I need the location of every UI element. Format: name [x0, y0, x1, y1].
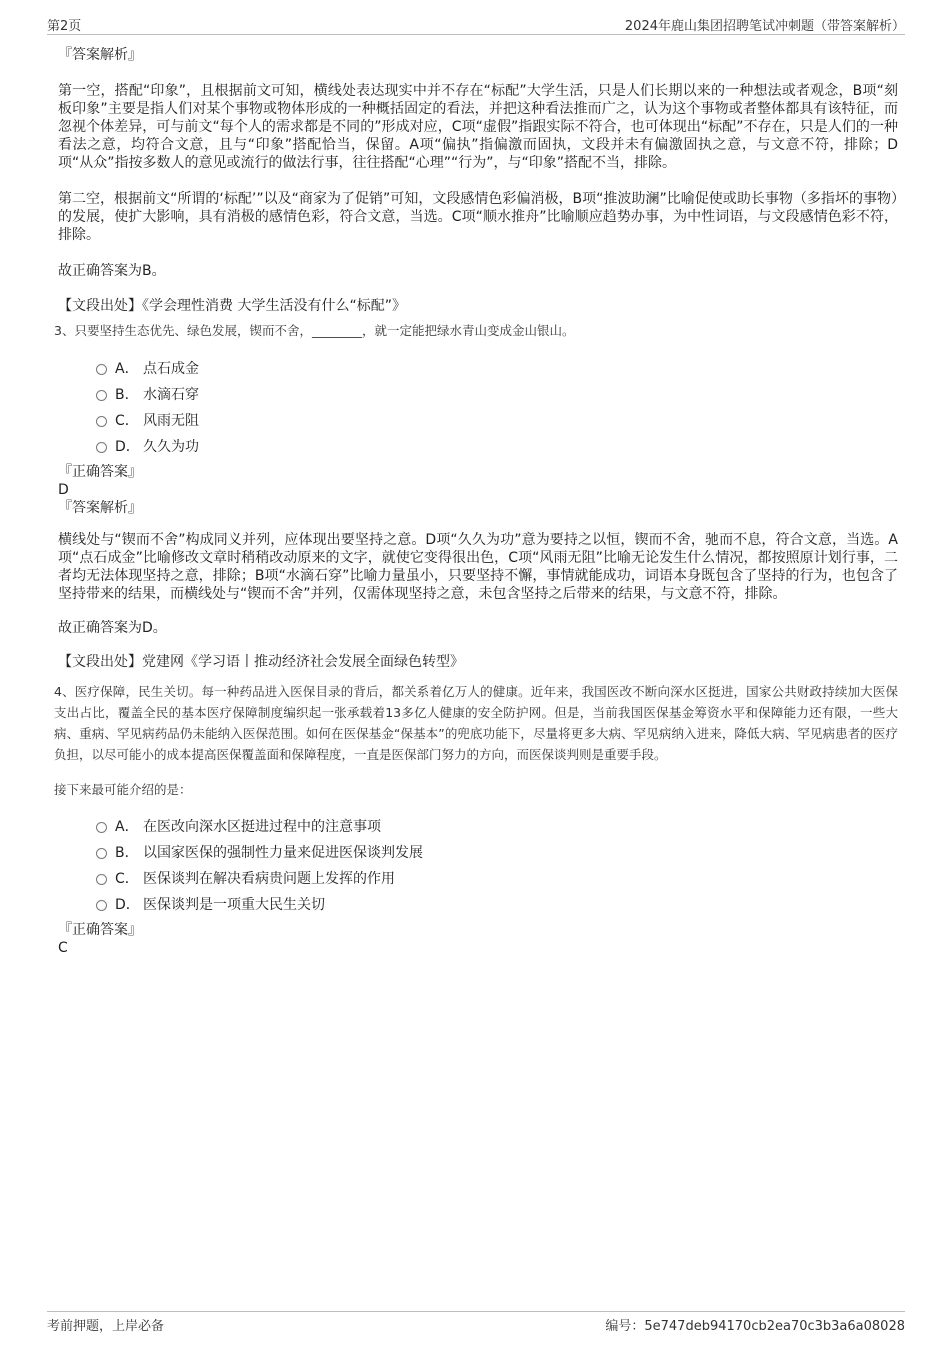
q3-analysis-label: 『答案解析』: [58, 500, 142, 516]
q4-option-b[interactable]: B． 以国家医保的强制性力量来促进医保谈判发展: [96, 840, 898, 866]
radio-icon[interactable]: [96, 874, 107, 885]
page-footer: [47, 1311, 905, 1334]
q3-option-b[interactable]: B． 水滴石穿: [96, 382, 898, 408]
document-code-label: 编号：: [605, 1319, 645, 1334]
q3-source: 【文段出处】党建网《学习语丨推动经济社会发展全面绿色转型》: [58, 654, 464, 670]
radio-icon[interactable]: [96, 848, 107, 859]
q3-analysis: 横线处与“锲而不舍”构成同义并列，应体现出要坚持之意。D项“久久为功”意为要持之以恒，锲而不舍，驰而不息，符合文意，当选。A项“点石成金”比喻修改文章时稍稍改动原来的文字，就使它变得很出色，C项“风雨无阻”比喻无论发生什么情况，都按照原计划行事，二者均无法体现坚持之意，排除；B项“水滴石穿”比喻力量虽小，只要坚持不懈，事情就能成功，词语本身既包含了坚持的行为，也包含了坚持带来的结果，而横线处与“锲而不舍”并列，仅需体现坚持之意，未包含坚持之后带来的结果，与文意不符，排除。: [58, 532, 898, 602]
q4-correct-answer: C: [58, 940, 68, 956]
q2-analysis-para-1: 第一空，搭配“印象”，且根据前文可知，横线处表达现实中并不存在“标配”大学生活，只是人们长期以来的一种想法或者观念，B项“刻板印象”主要是指人们对某个事物或物体形成的一种概括固定的看法，并把这种看法推而广之，认为这个事物或者整体都具有该特征，而忽视个体差异，可与前文“每个人的需求都是不同的”形成对应，C项“虚假”指跟实际不符合，也可体现出“标配”不存在，只是人们的一种看法之意，均符合文意，且与“印象”搭配恰当，保留。A项“偏执”指偏激而固执，文段并未有偏激固执之意，与文意不符，排除；D项“从众”指按多数人的意见或流行的做法行事，往往搭配“心理”“行为”，与“印象”搭配不当，排除。: [58, 83, 898, 171]
radio-icon[interactable]: [96, 364, 107, 375]
q4-stem: 4、医疗保障，民生关切。每一种药品进入医保目录的背后，都关系着亿万人的健康。近年来，我国医改不断向深水区挺进，国家公共财政持续加大医保支出占比，覆盖全民的基本医疗保障制度编织起一张承载着13多亿人健康的安全防护网。但是，当前我国医保基金筹资水平和保障能力还有限，一些大病、重病、罕见病药品仍未能纳入医保范围。如何在医保基金“保基本”的兜底功能下，尽量将更多大病、罕见病纳入进来，降低大病、罕见病患者的医疗负担，以尽可能小的成本提高医保覆盖面和保障程度，一直是医保部门努力的方向，而医保谈判则是重要手段。: [54, 684, 898, 762]
q2-analysis-para-2: 第二空，根据前文“所谓的‘标配’”以及“商家为了促销”可知，文段感情色彩偏消极，B项“推波助澜”比喻促使或助长事物（多指坏的事物）的发展，使扩大影响，具有消极的感情色彩，符合文意，当选。C项“顺水推舟”比喻顺应趋势办事，为中性词语，与文段感情色彩不符，排除。: [58, 191, 898, 243]
radio-icon[interactable]: [96, 416, 107, 427]
q3-conclusion: 故正确答案为D。: [58, 620, 167, 636]
q4-prompt: 接下来最可能介绍的是：: [54, 782, 192, 797]
q3-options: [58, 356, 898, 460]
q2-conclusion: 故正确答案为B。: [58, 263, 166, 279]
document-code: [605, 1315, 905, 1334]
radio-icon[interactable]: [96, 900, 107, 911]
q4-option-d[interactable]: D． 医保谈判是一项重大民生关切: [96, 892, 898, 918]
q3-option-a[interactable]: A． 点石成金: [96, 356, 898, 382]
radio-icon[interactable]: [96, 442, 107, 453]
q3-correct-label: 『正确答案』: [58, 464, 142, 480]
q3-option-c[interactable]: C． 风雨无阻: [96, 408, 898, 434]
document-code-value: 5e747deb94170cb2ea70c3b3a6a08028: [644, 1319, 905, 1334]
page-header: [47, 12, 905, 35]
q4-option-c[interactable]: C． 医保谈判在解决看病贵问题上发挥的作用: [96, 866, 898, 892]
q4-correct-label: 『正确答案』: [58, 922, 142, 938]
q3-correct-answer: D: [58, 482, 69, 498]
footer-slogan: 考前押题，上岸必备: [47, 1319, 165, 1334]
q3-option-d[interactable]: D． 久久为功: [96, 434, 898, 460]
page-number: 第2页: [47, 19, 82, 34]
q2-analysis-label: 『答案解析』: [58, 47, 142, 63]
radio-icon[interactable]: [96, 390, 107, 401]
q4-option-a[interactable]: A． 在医改向深水区挺进过程中的注意事项: [96, 814, 898, 840]
q3-stem: 3、只要坚持生态优先、绿色发展，锲而不舍，________，就一定能把绿水青山变成金山银山。: [54, 323, 575, 338]
page-content: [54, 46, 898, 957]
q4-options: [58, 814, 898, 918]
q2-source: 【文段出处】《学会理性消费 大学生活没有什么“标配”》: [58, 298, 406, 314]
radio-icon[interactable]: [96, 822, 107, 833]
document-title: 2024年鹿山集团招聘笔试冲刺题（带答案解析）: [624, 19, 905, 34]
